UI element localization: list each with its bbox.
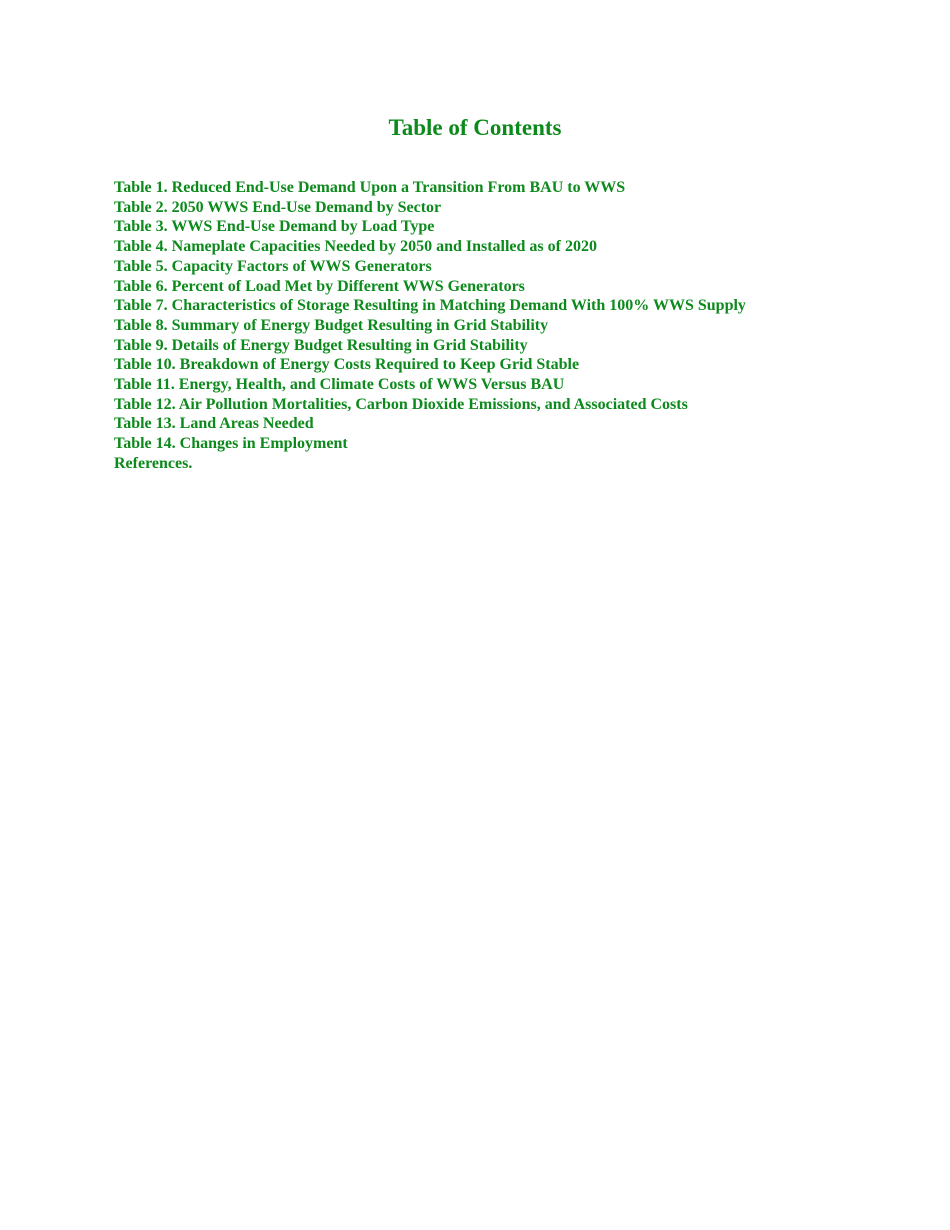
toc-entry-table-7[interactable]: Table 7. Characteristics of Storage Resulting in Matching Demand With 100% WWS Supply (114, 297, 746, 315)
toc-entry-table-10[interactable]: Table 10. Breakdown of Energy Costs Required to Keep Grid Stable (114, 356, 580, 374)
toc-entry-table-13[interactable]: Table 13. Land Areas Needed (114, 415, 314, 433)
toc-entry-table-9[interactable]: Table 9. Details of Energy Budget Resulting in Grid Stability (114, 336, 528, 354)
toc-entry-table-14[interactable]: Table 14. Changes in Employment (114, 435, 348, 453)
toc-entry-references[interactable]: References. (114, 454, 193, 472)
toc-entry-table-6[interactable]: Table 6. Percent of Load Met by Different WWS Generators (114, 277, 525, 295)
toc-entry-table-12[interactable]: Table 12. Air Pollution Mortalities, Carbon Dioxide Emissions, and Associated Costs (114, 395, 688, 413)
toc-entry-table-5[interactable]: Table 5. Capacity Factors of WWS Generators (114, 257, 432, 275)
toc-list (114, 178, 746, 474)
toc-entry-table-11[interactable]: Table 11. Energy, Health, and Climate Costs of WWS Versus BAU (114, 376, 565, 394)
toc-entry-table-1[interactable]: Table 1. Reduced End-Use Demand Upon a Transition From BAU to WWS (114, 179, 626, 196)
toc-entry-table-8[interactable]: Table 8. Summary of Energy Budget Resulting in Grid Stability (114, 316, 549, 334)
toc-entry-table-2[interactable]: Table 2. 2050 WWS End-Use Demand by Sector (114, 198, 442, 216)
toc-entry-table-3[interactable]: Table 3. WWS End-Use Demand by Load Type (114, 218, 435, 236)
toc-title: Table of Contents (388, 115, 562, 140)
toc-entry-table-4[interactable]: Table 4. Nameplate Capacities Needed by 2050 and Installed as of 2020 (114, 238, 597, 256)
